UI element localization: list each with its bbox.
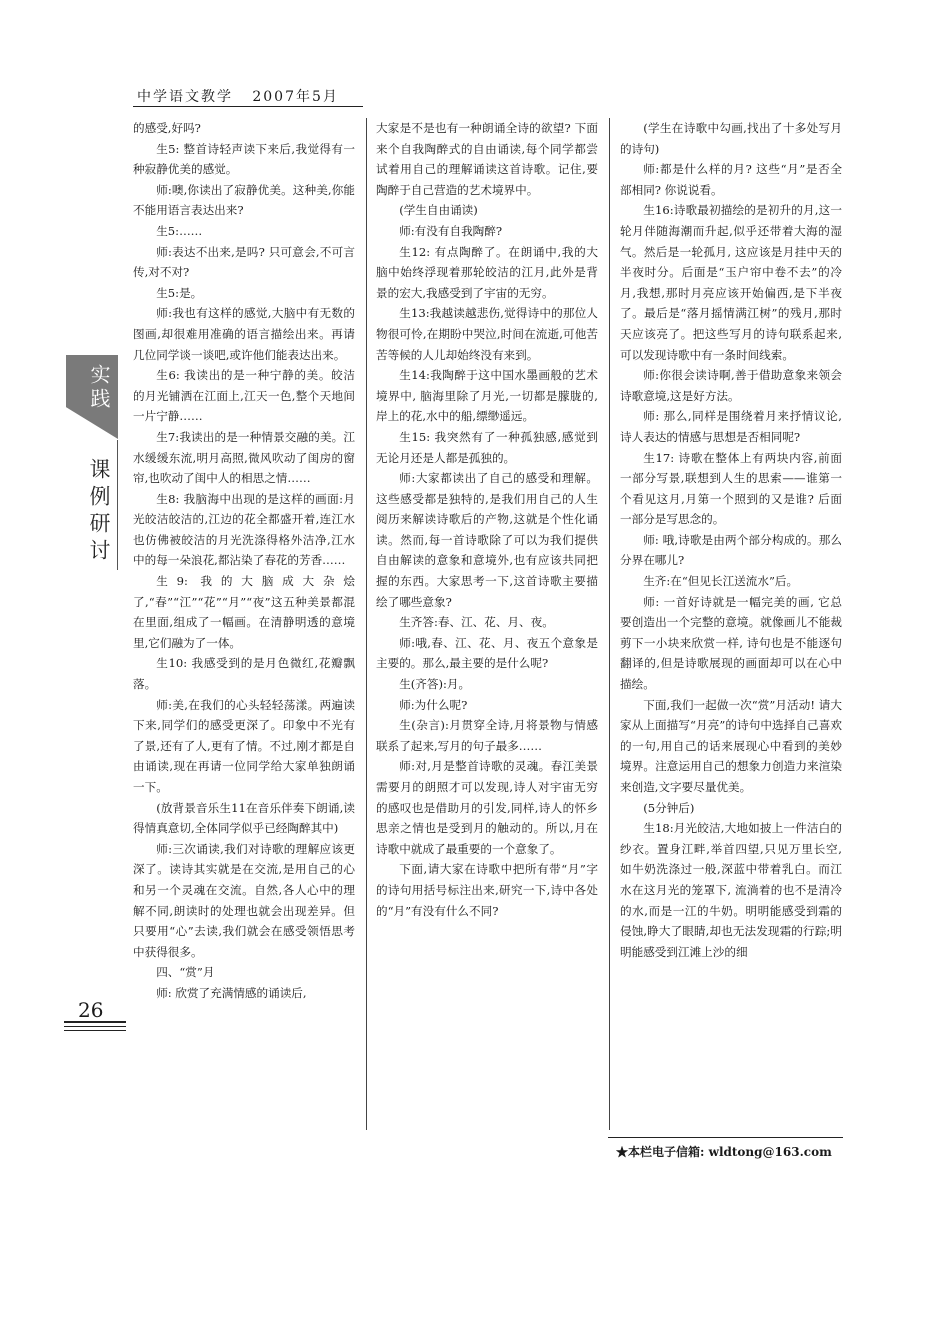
paragraph: 师:你很会读诗啊,善于借助意象来领会诗歌意境,这是好方法。 <box>620 368 842 403</box>
paragraph: 生17: 诗歌在整体上有两块内容,前面一部分写景,联想到人生的思索——谁第一个看见这月,月第一个照到的又是谁? 后面一部分是写思念的。 <box>620 450 842 527</box>
paragraph: (放背景音乐生11在音乐伴奏下朗诵,读得情真意切,全体同学似乎已经陶醉其中) <box>133 800 355 836</box>
paragraph: 生10: 我感受到的是月色微红,花瓣飘落。 <box>133 656 355 692</box>
paragraph: 师:美,在我们的心头轻轻荡漾。两遍读下来,同学们的感受更深了。印象中不光有了景,还有了人,更有了情。不过,刚才都是自由诵读,现在再请一位同学给大家单独朗诵一下。 <box>133 697 355 794</box>
paragraph: (学生在诗歌中勾画,找出了十多处写月的诗句) <box>620 121 842 156</box>
paragraph: 生18:月光皎洁,大地如披上一件洁白的纱衣。置身江畔,举首四望,只见万里长空, 如牛奶洗涤过一般,深蓝中带着乳白。而江水在这月光的笼罩下, 流淌着的也不是清冷的水,而是一江的牛奶。明明能感受到霜的侵蚀,睁大了眼睛,却也无法发现霜的行踪;明明能感受到江滩上沙的细 <box>620 821 842 959</box>
paragraph: 生齐:在“但见长江送流水”后。 <box>643 574 799 589</box>
paragraph: 师: 那么,同样是围绕着月来抒情议论,诗人表达的情感与思想是否相同呢? <box>620 409 842 444</box>
paragraph: 师:表达不出来,是吗? 只可意会,不可言传,对不对? <box>133 244 355 280</box>
column-divider-2 <box>609 118 610 1130</box>
paragraph: 生9: 我的大脑成大杂烩了,“春”“江”“花”“月”“夜”这五种美景都混在里面,组成了一幅画。在清静明透的意境里,它们融为了一体。 <box>133 574 355 650</box>
paragraph: 师:大家都读出了自己的感受和理解。这些感受都是独特的,是我们用自己的人生阅历来解读诗歌后的产物,这就是个性化诵读。然而,每一首诗歌除了可以为我们提供自由解读的意象和意境外,也有应该共同把握的东西。大家思考一下,这首诗歌主要描绘了哪些意象? <box>376 471 598 609</box>
paragraph: 师:为什么呢? <box>399 697 468 712</box>
side-divider <box>117 440 118 570</box>
paragraph: (5分钟后) <box>643 800 695 815</box>
subsection-label: 课例研讨 <box>87 458 111 566</box>
paragraph: 四、“赏”月 <box>156 965 215 980</box>
paragraph: 生16:诗歌最初描绘的是初升的月,这一轮月伴随海潮而升起,似乎还带着大海的湿气。然后是一轮孤月, 这应该是月挂中天的半夜时分。后面是“玉户帘中卷不去”的冷月,我想,那时月亮应该开始偏西,是下半夜了。最后是“落月摇情满江树”的残月,那时天应该亮了。把这些写月的诗句联系起来,可以发现诗歌中有一条时间线索。 <box>620 203 842 362</box>
paragraph: 生(齐答):月。 <box>399 677 471 692</box>
paragraph: 的感受,好吗? <box>133 121 201 135</box>
paragraph: 师:哦,春、江、花、月、夜五个意象是主要的。那么,最主要的是什么呢? <box>376 635 598 671</box>
section-label: 实践 <box>87 364 111 412</box>
paragraph: 生6: 我读出的是一种宁静的美。皎洁的月光铺洒在江面上,江天一色,整个天地间一片宁静…… <box>133 368 355 424</box>
paragraph: 生8: 我脑海中出现的是这样的画面:月光皎洁皎洁的,江边的花全都盛开着,连江水也仿佛被皎洁的月光洗涤得格外洁净,江水中的每一朵浪花,都沾染了春花的芳香…… <box>133 491 355 568</box>
paragraph: 生5:是。 <box>156 285 203 300</box>
paragraph: 师:都是什么样的月? 这些“月”是否全部相同? 你说说看。 <box>620 162 842 197</box>
paragraph: 生13:我越读越悲伤,觉得诗中的那位人物很可怜,在期盼中哭泣,时间在流逝,可他苦苦等候的人儿却始终没有来到。 <box>376 306 598 362</box>
paragraph: 生12: 有点陶醉了。在朗诵中,我的大脑中始终浮现着那轮皎洁的江月,此外是背景的宏大,我感受到了宇宙的无穷。 <box>376 244 598 300</box>
page-number-rules <box>64 1021 126 1034</box>
paragraph: 生15: 我突然有了一种孤独感,感觉到无论月还是人都是孤独的。 <box>376 429 598 465</box>
paragraph: 师:三次诵读,我们对诗歌的理解应该更深了。读诗其实就是在交流,是用自己的心和另一个灵魂在交流。自然,各人心中的理解不同,朗读时的处理也就会出现差异。但只要用“心”去读,我们就会在感受领悟思考中获得很多。 <box>133 841 355 959</box>
paragraph: 师: 欣赏了充满情感的诵读后, <box>156 985 307 1000</box>
issue-date: 2007年5月 <box>252 89 339 105</box>
column-divider-1 <box>366 118 367 1130</box>
paragraph: 下面,请大家在诗歌中把所有带“月”字的诗句用括号标注出来,研究一下,诗中各处的“月”有没有什么不同? <box>376 862 598 918</box>
text-column-1 <box>133 118 355 1004</box>
paragraph: 大家是不是也有一种朗诵全诗的欲望? 下面来个自我陶醉式的自由诵读,每个同学都尝试着用自己的理解诵读这首诗歌。记住,要陶醉于自己营造的艺术境界中。 <box>376 121 598 197</box>
journal-title: 中学语文教学 <box>137 89 233 105</box>
journal-header <box>137 86 339 106</box>
paragraph: 下面,我们一起做一次“赏”月活动! 请大家从上面描写“月亮”的诗句中选择自己喜欢的一句,用自己的话来展现心中看到的美妙境界。注意运用自己的想象力创造力来渲染来创造,文字要尽量优美。 <box>620 697 842 794</box>
paragraph: (学生自由诵读) <box>399 203 478 218</box>
paragraph: 师: 哦,诗歌是由两个部分构成的。那么分界在哪儿? <box>620 532 842 568</box>
page-number: 26 <box>78 998 104 1022</box>
paragraph: 生14:我陶醉于这中国水墨画般的艺术境界中, 脑海里除了月光,一切都是朦胧的,岸上的花,水中的船,缥缈遥远。 <box>376 368 598 424</box>
footer-email-note: ★本栏电子信箱: wldtong@163.com <box>616 1145 832 1159</box>
paragraph: 生5:…… <box>156 223 203 238</box>
paragraph: 生齐答:春、江、花、月、夜。 <box>399 615 554 630</box>
paragraph: 师:我也有这样的感觉,大脑中有无数的图画,却很难用准确的语言描绘出来。再请几位同学谈一谈吧,或许他们能表达出来。 <box>133 306 355 362</box>
paragraph: 生(杂言):月贯穿全诗,月将景物与情感联系了起来,写月的句子最多…… <box>376 718 598 753</box>
header-rule <box>133 106 363 107</box>
paragraph: 生5: 整首诗轻声读下来后,我觉得有一种寂静优美的感觉。 <box>133 141 355 177</box>
paragraph: 生7:我读出的是一种情景交融的美。江水缓缓东流,明月高照,微风吹动了闺房的窗帘,也吹动了闺中人的相思之情…… <box>133 429 355 486</box>
paragraph: 师:有没有自我陶醉? <box>399 223 503 238</box>
paragraph: 师: 一首好诗就是一幅完美的画, 它总要创造出一个完整的意境。就像画儿不能裁剪下一小块来欣赏一样, 诗句也是不能逐句翻译的,但是诗歌展现的画面却可以在心中描绘。 <box>620 594 842 692</box>
paragraph: 师:噢,你读出了寂静优美。这种美,你能不能用语言表达出来? <box>133 182 355 218</box>
paragraph: 师:对,月是整首诗歌的灵魂。春江美景需要月的朗照才可以发现,诗人对宇宙无穷的感叹也是借助月的引发,同样,诗人的怀乡思亲之情也是受到月的触动的。所以,月在诗歌中就成了最重要的一个意象了。 <box>376 759 598 856</box>
text-column-3 <box>620 118 842 962</box>
footer-rule <box>608 1137 843 1138</box>
text-column-2 <box>376 118 598 921</box>
